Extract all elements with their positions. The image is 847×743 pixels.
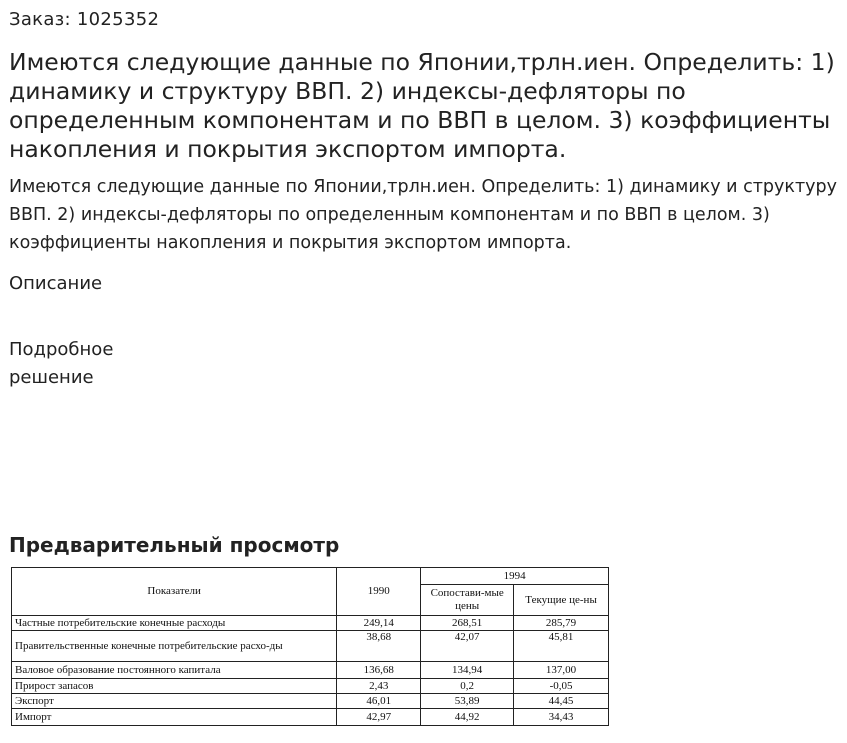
- table-row: [12, 631, 609, 662]
- value-1990: 136,68: [337, 662, 421, 679]
- order-number: Заказ: 1025352: [9, 9, 160, 30]
- value-current: 34,43: [514, 709, 609, 726]
- value-comparable: 268,51: [421, 616, 514, 631]
- value-1990: 38,68: [337, 631, 421, 662]
- value-comparable: 42,07: [421, 631, 514, 662]
- table-row: [12, 616, 609, 631]
- row-label: Экспорт: [12, 694, 337, 709]
- value-current: 45,81: [514, 631, 609, 662]
- table-row: [12, 694, 609, 709]
- header-1994: 1994: [421, 568, 609, 585]
- task-description: Имеются следующие данные по Японии,трлн.иен. Определить: 1) динамику и структуру ВВП. 2) индексы-дефляторы по определенным компонентам и по ВВП в целом. 3) коэффициенты накопления и покрытия экспортом импорта.: [9, 177, 837, 253]
- value-comparable: 53,89: [421, 694, 514, 709]
- value-current: 44,45: [514, 694, 609, 709]
- row-label: Валовое образование постоянного капитала: [12, 662, 337, 679]
- description-label: Описание: [9, 273, 103, 294]
- solution-label: Подробное решение: [9, 339, 114, 388]
- value-1990: 46,01: [337, 694, 421, 709]
- row-label: Импорт: [12, 709, 337, 726]
- row-label: Частные потребительские конечные расходы: [12, 616, 337, 631]
- header-1990: 1990: [337, 568, 421, 616]
- value-current: -0,05: [514, 679, 609, 694]
- header-comparable-prices: Сопостави-мые цены: [421, 585, 514, 616]
- value-1990: 2,43: [337, 679, 421, 694]
- table-row: [12, 709, 609, 726]
- value-current: 137,00: [514, 662, 609, 679]
- row-label: Правительственные конечные потребительские расхо-ды: [12, 631, 337, 662]
- header-current-prices: Текущие це-ны: [514, 585, 609, 616]
- value-1990: 42,97: [337, 709, 421, 726]
- value-comparable: 0,2: [421, 679, 514, 694]
- value-comparable: 134,94: [421, 662, 514, 679]
- value-comparable: 44,92: [421, 709, 514, 726]
- table-row: [12, 679, 609, 694]
- header-indicators: Показатели: [12, 568, 337, 616]
- page-title: Имеются следующие данные по Японии,трлн.иен. Определить: 1) динамику и структуру ВВП. 2) индексы-дефляторы по определенным компонентам и по ВВП в целом. 3) коэффициенты накопления и покрытия экспортом импорта.: [9, 48, 835, 163]
- preview-image: [11, 567, 609, 729]
- data-table: [11, 567, 609, 726]
- table-row: [12, 662, 609, 679]
- preview-heading: Предварительный просмотр: [9, 533, 340, 557]
- value-current: 285,79: [514, 616, 609, 631]
- value-1990: 249,14: [337, 616, 421, 631]
- row-label: Прирост запасов: [12, 679, 337, 694]
